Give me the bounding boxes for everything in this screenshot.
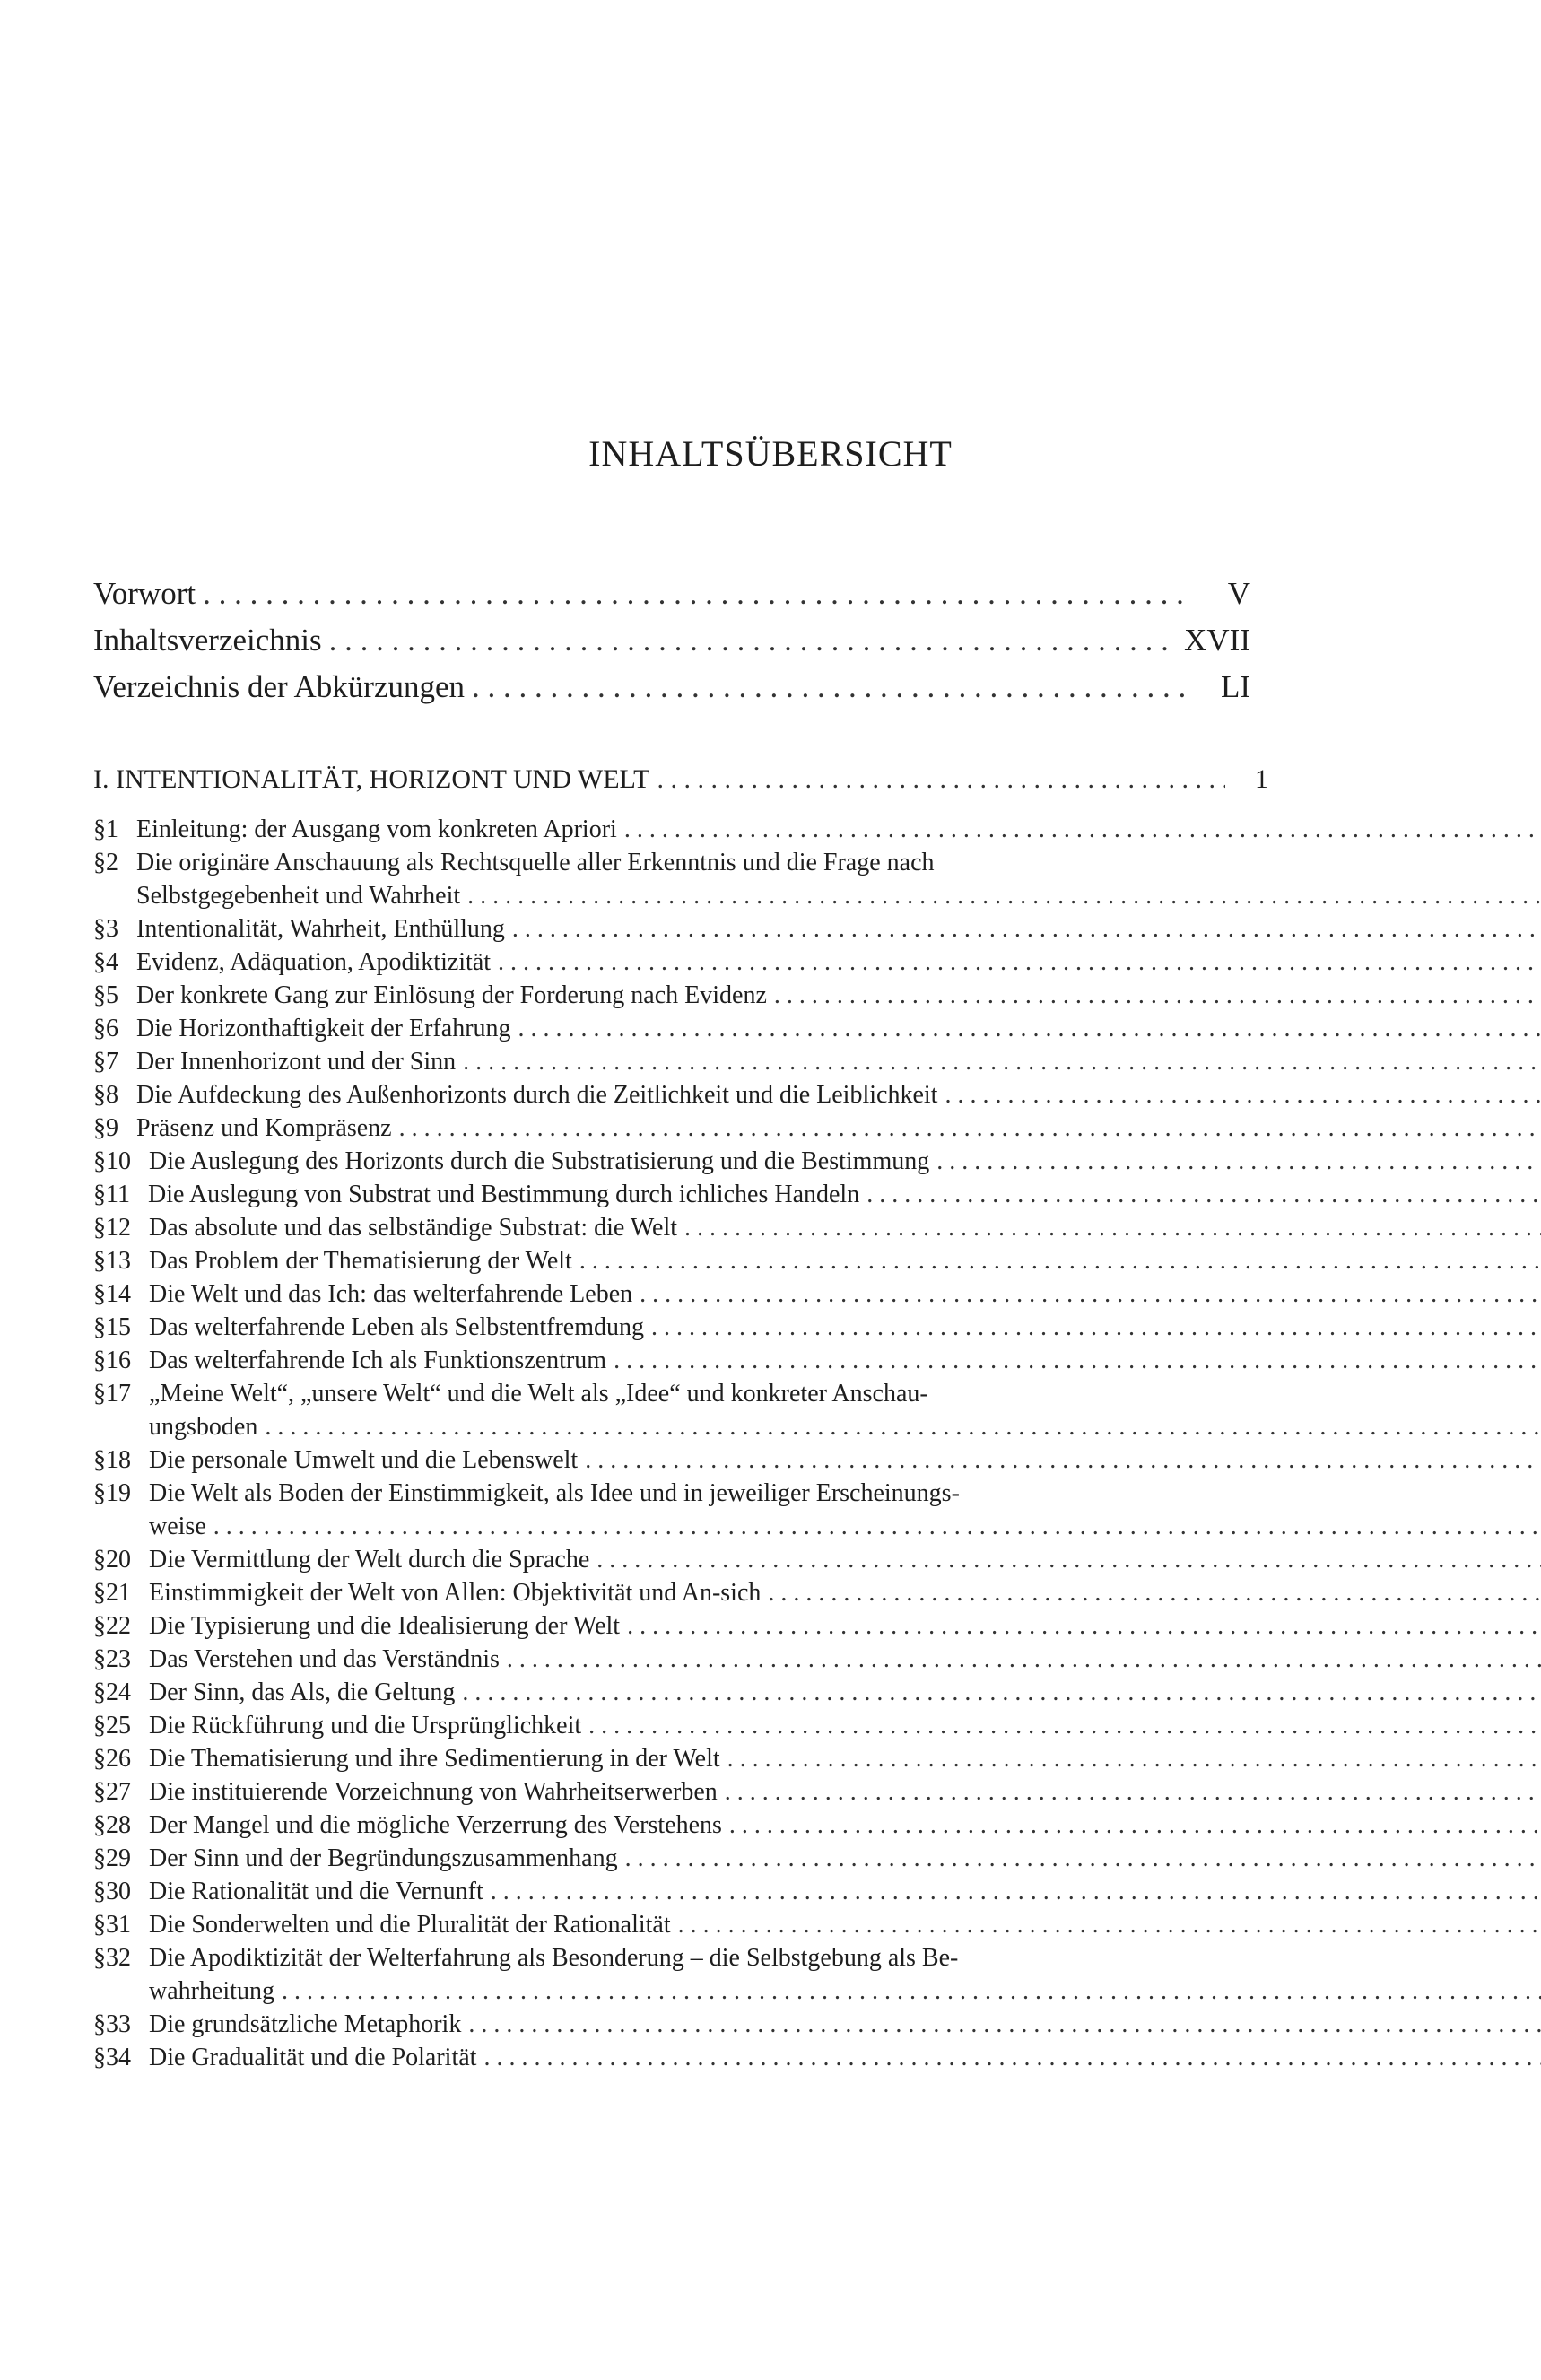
section-title: Die Auslegung des Horizonts durch die Substratisierung und die Bestimmung: [149, 1147, 930, 1175]
toc-section-entry[interactable]: [93, 1344, 1268, 1377]
toc-entry-inhaltsverzeichnis[interactable]: [93, 623, 1250, 669]
section-title: Einstimmigkeit der Welt von Allen: Objektivität und An-sich: [149, 1579, 762, 1607]
toc-section-entry[interactable]: [93, 1012, 1268, 1045]
section-title-line: [149, 2041, 1541, 2074]
entry-page: XVII: [1184, 623, 1250, 658]
section-number: 29: [106, 1844, 131, 1872]
section-title-line: [136, 1045, 1541, 1078]
section-title-line: [149, 1676, 1541, 1709]
dot-leader: [729, 1809, 1541, 1842]
dot-leader: [678, 1908, 1541, 1941]
section-symbol: §: [93, 1911, 106, 1939]
toc-section-entry[interactable]: [93, 1443, 1268, 1477]
section-number: 14: [106, 1280, 131, 1308]
section-title-line: [149, 1875, 1541, 1908]
dot-leader: [468, 2008, 1541, 2041]
section-number: 1: [106, 815, 118, 843]
toc-section-entry[interactable]: [93, 1908, 1268, 1941]
section-number: 7: [106, 1048, 118, 1076]
section-number: 6: [106, 1015, 118, 1042]
toc-section-entry[interactable]: [93, 1211, 1268, 1244]
section-title-line: [149, 1344, 1541, 1377]
section-symbol: §: [93, 1645, 106, 1673]
section-body: [149, 1842, 1541, 1875]
toc-section-entry[interactable]: [93, 912, 1268, 946]
section-symbol: §: [93, 1811, 106, 1839]
section-body: [149, 1643, 1541, 1676]
section-title-line: [149, 1477, 1541, 1510]
section-body: [149, 1311, 1541, 1344]
section-body: [149, 1443, 1541, 1477]
section-title-line: [149, 1510, 1541, 1543]
section-number: 25: [106, 1712, 131, 1739]
section-number: 16: [106, 1347, 131, 1374]
section-title-line: [149, 1975, 1541, 2008]
section-symbol: §: [93, 1214, 106, 1242]
toc-section-entry[interactable]: [93, 1377, 1268, 1443]
section-title: Das welterfahrende Leben als Selbstentfremdung: [149, 1313, 645, 1341]
section-body: [136, 1045, 1541, 1078]
dot-leader: [866, 1178, 1541, 1211]
section-title: Der Innenhorizont und der Sinn: [136, 1048, 457, 1076]
section-number: 19: [106, 1479, 131, 1507]
entry-label: Verzeichnis der Abkürzungen: [93, 669, 466, 704]
section-title: Die Typisierung und die Idealisierung der Welt: [149, 1612, 621, 1640]
toc-section-entry[interactable]: [93, 1775, 1268, 1809]
toc-section-entry[interactable]: [93, 1676, 1268, 1709]
section-title: Die Thematisierung und ihre Sedimentierung in der Welt: [149, 1745, 720, 1773]
section-symbol: §: [93, 2044, 106, 2071]
section-title-line: [136, 946, 1541, 979]
section-number: 12: [106, 1214, 131, 1242]
section-title-line: [149, 1443, 1541, 1477]
entry-label: Inhaltsverzeichnis: [93, 623, 322, 658]
entry-page: V: [1227, 576, 1250, 611]
section-title: ungsboden: [149, 1413, 258, 1441]
section-title: Die grundsätzliche Metaphorik: [149, 2010, 462, 2038]
dot-leader: [651, 1311, 1541, 1344]
section-number: 15: [106, 1313, 131, 1341]
section-symbol: §: [93, 1479, 106, 1507]
toc-section-entry[interactable]: [93, 1742, 1268, 1775]
dot-leader: [774, 979, 1541, 1012]
section-body: [136, 813, 1541, 846]
section-number: 20: [106, 1546, 131, 1574]
section-body: [149, 1344, 1541, 1377]
section-body: [148, 1178, 1541, 1211]
section-title: Die Sonderwelten und die Pluralität der Rationalität: [149, 1911, 671, 1939]
section-body: [136, 1112, 1541, 1145]
dot-leader: [329, 623, 1178, 658]
section-title: Das Verstehen und das Verständnis: [149, 1645, 500, 1673]
entry-page: LI: [1220, 669, 1250, 704]
section-title-line: [149, 1211, 1541, 1244]
section-title: Der konkrete Gang zur Einlösung der Forderung nach Evidenz: [136, 981, 767, 1009]
section-symbol: §: [93, 1347, 106, 1374]
dot-leader: [588, 1709, 1541, 1742]
dot-leader: [491, 1875, 1541, 1908]
section-symbol: §: [93, 1612, 106, 1640]
section-title: Das welterfahrende Ich als Funktionszentrum: [149, 1347, 607, 1374]
section-symbol: §: [93, 815, 106, 843]
dot-leader: [282, 1975, 1541, 2008]
section-body: [149, 1576, 1541, 1609]
toc-section-entry[interactable]: [93, 1244, 1268, 1277]
section-number: 13: [106, 1247, 131, 1275]
dot-leader: [725, 1775, 1541, 1809]
section-body: [149, 1709, 1541, 1742]
section-body: [136, 979, 1541, 1012]
toc-section-entry[interactable]: [93, 1875, 1268, 1908]
dot-leader: [472, 669, 1189, 705]
section-title: Selbstgegebenheit und Wahrheit: [136, 882, 461, 910]
section-number: 3: [106, 915, 118, 943]
section-symbol: §: [93, 1878, 106, 1905]
section-symbol: §: [93, 1844, 106, 1872]
dot-leader: [768, 1576, 1541, 1609]
section-symbol: §: [93, 1280, 106, 1308]
section-title: weise: [149, 1513, 206, 1540]
section-body: [136, 946, 1541, 979]
dot-leader: [507, 1643, 1541, 1676]
section-number: 4: [106, 948, 118, 976]
section-symbol: §: [93, 849, 106, 876]
section-body: [149, 1377, 1541, 1443]
section-title-line: [136, 979, 1541, 1012]
section-body: [136, 846, 1541, 912]
section-number: 23: [106, 1645, 131, 1673]
section-symbol: §: [93, 948, 106, 976]
section-title: Intentionalität, Wahrheit, Enthüllung: [136, 915, 505, 943]
section-symbol: §: [93, 1181, 106, 1208]
dot-leader: [579, 1244, 1541, 1277]
section-number: 2: [106, 849, 118, 876]
dot-leader: [936, 1145, 1541, 1178]
section-symbol: §: [93, 1247, 106, 1275]
section-title: Die Horizonthaftigkeit der Erfahrung: [136, 1015, 511, 1042]
dot-leader: [640, 1277, 1541, 1311]
section-title: Der Sinn und der Begründungszusammenhang: [149, 1844, 618, 1872]
section-title-line: [149, 1576, 1541, 1609]
section-title: Die instituierende Vorzeichnung von Wahrheitserwerben: [149, 1778, 718, 1806]
section-body: [149, 1908, 1541, 1941]
dot-leader: [727, 1742, 1541, 1775]
section-title-line: [149, 1643, 1541, 1676]
section-title-line: [136, 1112, 1541, 1145]
dot-leader: [512, 912, 1541, 946]
section-title-line: [149, 1277, 1541, 1311]
section-number: 33: [106, 2010, 131, 2038]
section-title: wahrheitung: [149, 1977, 274, 2005]
toc-section-entry[interactable]: [93, 1941, 1268, 2008]
toc-section-entry[interactable]: [93, 946, 1268, 979]
toc-section-entry[interactable]: [93, 1078, 1268, 1112]
section-title: Die originäre Anschauung als Rechtsquelle aller Erkenntnis und die Frage nach: [136, 849, 935, 876]
toc-section-entry[interactable]: [93, 1643, 1268, 1676]
section-symbol: §: [93, 1712, 106, 1739]
section-symbol: §: [93, 1081, 106, 1109]
section-title: Einleitung: der Ausgang vom konkreten Apriori: [136, 815, 617, 843]
section-symbol: §: [93, 1114, 106, 1142]
dot-leader: [945, 1078, 1541, 1112]
dot-leader: [624, 813, 1541, 846]
section-symbol: §: [93, 1778, 106, 1806]
section-number: 11: [106, 1181, 130, 1208]
section-title-line: [149, 1941, 1541, 1975]
toc-section-entry[interactable]: [93, 1112, 1268, 1145]
toc-section-entry[interactable]: [93, 1145, 1268, 1178]
section-title: Die Auslegung von Substrat und Bestimmung durch ichliches Handeln: [147, 1181, 860, 1208]
chapter-page: 1: [1255, 764, 1268, 794]
dot-leader: [627, 1609, 1541, 1643]
section-title-line: [149, 1609, 1541, 1643]
section-body: [149, 1742, 1541, 1775]
front-matter-list: [93, 576, 1250, 716]
section-body: [149, 1477, 1541, 1543]
dot-leader: [213, 1510, 1541, 1543]
toc-entry-vorwort[interactable]: [93, 576, 1250, 623]
section-symbol: §: [93, 981, 106, 1009]
dot-leader: [614, 1344, 1541, 1377]
section-body: [149, 1543, 1541, 1576]
dot-leader: [265, 1410, 1541, 1443]
toc-section-entry[interactable]: [93, 1842, 1268, 1875]
toc-section-entry[interactable]: [93, 1045, 1268, 1078]
toc-section-entry[interactable]: [93, 1277, 1268, 1311]
section-symbol: §: [93, 2010, 106, 2038]
toc-section-entry[interactable]: [93, 1609, 1268, 1643]
section-title-line: [149, 1244, 1541, 1277]
section-number: 28: [106, 1811, 131, 1839]
section-title-line: [136, 846, 1541, 879]
section-title: Der Sinn, das Als, die Geltung: [149, 1678, 456, 1706]
section-title: Evidenz, Adäquation, Apodiktizität: [136, 948, 492, 976]
section-body: [149, 1809, 1541, 1842]
entry-label: Vorwort: [93, 576, 196, 611]
section-number: 31: [106, 1911, 131, 1939]
section-number: 24: [106, 1678, 131, 1706]
dot-leader: [399, 1112, 1541, 1145]
chapter-entry[interactable]: [93, 764, 1268, 795]
toc-section-entry[interactable]: [93, 979, 1268, 1012]
section-title: „Meine Welt“, „unsere Welt“ und die Welt als „Idee“ und konkreter Anschau-: [149, 1380, 928, 1408]
section-title-line: [149, 1377, 1541, 1410]
section-title-line: [149, 1410, 1541, 1443]
section-number: 21: [106, 1579, 131, 1607]
toc-section-entry[interactable]: [93, 846, 1268, 912]
section-title-line: [149, 1311, 1541, 1344]
section-title-line: [149, 1809, 1541, 1842]
section-body: [149, 1211, 1541, 1244]
section-body: [136, 1078, 1541, 1112]
dot-leader: [684, 1211, 1541, 1244]
toc-section-entry[interactable]: [93, 2041, 1268, 2074]
toc-section-entry[interactable]: [93, 1709, 1268, 1742]
section-title: Die Welt und das Ich: das welterfahrende Leben: [149, 1280, 633, 1308]
section-number: 10: [106, 1147, 131, 1175]
section-number: 5: [106, 981, 118, 1009]
section-body: [149, 1775, 1541, 1809]
section-symbol: §: [93, 1579, 106, 1607]
section-title-line: [149, 1842, 1541, 1875]
toc-section-entry[interactable]: [93, 1543, 1268, 1576]
section-title-line: [136, 813, 1541, 846]
section-title: Die Welt als Boden der Einstimmigkeit, als Idee und in jeweiliger Erscheinungs-: [149, 1479, 960, 1507]
section-title: Das Problem der Thematisierung der Welt: [149, 1247, 572, 1275]
section-symbol: §: [93, 1048, 106, 1076]
toc-section-entry[interactable]: [93, 1311, 1268, 1344]
section-number: 22: [106, 1612, 131, 1640]
dot-leader: [518, 1012, 1541, 1045]
dot-leader: [463, 1045, 1541, 1078]
section-number: 9: [106, 1114, 118, 1142]
section-symbol: §: [93, 1546, 106, 1574]
section-symbol: §: [93, 1380, 106, 1408]
section-symbol: §: [93, 1745, 106, 1773]
section-title-line: [149, 1709, 1541, 1742]
section-title-line: [149, 1775, 1541, 1809]
toc-section-entry[interactable]: [93, 2008, 1268, 2041]
section-body: [149, 1145, 1541, 1178]
toc-entry-abkuerzungen[interactable]: [93, 669, 1250, 716]
section-title-line: [149, 1543, 1541, 1576]
section-symbol: §: [93, 1678, 106, 1706]
toc-section-entry[interactable]: [93, 813, 1268, 846]
section-body: [149, 1244, 1541, 1277]
dot-leader: [467, 879, 1541, 912]
section-number: 30: [106, 1878, 131, 1905]
section-title: Die personale Umwelt und die Lebenswelt: [149, 1446, 579, 1474]
dot-leader: [585, 1443, 1541, 1477]
toc-section-entry[interactable]: [93, 1809, 1268, 1842]
dot-leader: [625, 1842, 1541, 1875]
section-title-line: [136, 1012, 1541, 1045]
section-title: Das absolute und das selbständige Substrat: die Welt: [149, 1214, 678, 1242]
section-symbol: §: [93, 1313, 106, 1341]
section-title-line: [148, 1178, 1541, 1211]
section-body: [149, 2041, 1541, 2074]
dot-leader: [596, 1543, 1541, 1576]
toc-section-entry[interactable]: [93, 1576, 1268, 1609]
section-title: Die Rationalität und die Vernunft: [149, 1878, 483, 1905]
section-number: 8: [106, 1081, 118, 1109]
chapter-label: I. INTENTIONALITÄT, HORIZONT UND WELT: [93, 764, 650, 794]
section-title-line: [136, 879, 1541, 912]
section-symbol: §: [93, 1446, 106, 1474]
toc-section-entry[interactable]: [93, 1477, 1268, 1543]
section-title: Die Apodiktizität der Welterfahrung als Besonderung – die Selbstgebung als Be-: [149, 1944, 959, 1972]
section-title: Der Mangel und die mögliche Verzerrung des Verstehens: [149, 1811, 722, 1839]
dot-leader: [657, 764, 1225, 795]
section-number: 26: [106, 1745, 131, 1773]
section-symbol: §: [93, 1015, 106, 1042]
section-body: [149, 1875, 1541, 1908]
page-title: INHALTSÜBERSICHT: [588, 433, 953, 474]
section-title-line: [136, 1078, 1541, 1112]
section-number: 18: [106, 1446, 131, 1474]
section-number: 32: [106, 1944, 131, 1972]
section-title: Die Rückführung und die Ursprünglichkeit: [149, 1712, 582, 1739]
section-body: [149, 2008, 1541, 2041]
section-number: 17: [106, 1380, 131, 1408]
section-title-line: [136, 912, 1541, 946]
section-number: 27: [106, 1778, 131, 1806]
dot-leader: [203, 576, 1189, 612]
section-title: Die Aufdeckung des Außenhorizonts durch die Zeitlichkeit und die Leiblichkeit: [136, 1081, 938, 1109]
section-body: [149, 1676, 1541, 1709]
section-body: [149, 1277, 1541, 1311]
section-title: Präsenz und Kompräsenz: [136, 1114, 392, 1142]
section-title-line: [149, 2008, 1541, 2041]
section-list: [93, 813, 1268, 2074]
section-body: [149, 1941, 1541, 2008]
section-symbol: §: [93, 1944, 106, 1972]
section-body: [136, 1012, 1541, 1045]
toc-section-entry[interactable]: [93, 1178, 1268, 1211]
section-title-line: [149, 1742, 1541, 1775]
section-title-line: [149, 1908, 1541, 1941]
section-body: [136, 912, 1541, 946]
section-title: Die Gradualität und die Polarität: [149, 2044, 477, 2071]
section-title: Die Vermittlung der Welt durch die Sprache: [149, 1546, 590, 1574]
section-symbol: §: [93, 1147, 106, 1175]
section-number: 34: [106, 2044, 131, 2071]
dot-leader: [483, 2041, 1541, 2074]
section-symbol: §: [93, 915, 106, 943]
section-title-line: [149, 1145, 1541, 1178]
dot-leader: [462, 1676, 1541, 1709]
dot-leader: [498, 946, 1541, 979]
section-body: [149, 1609, 1541, 1643]
